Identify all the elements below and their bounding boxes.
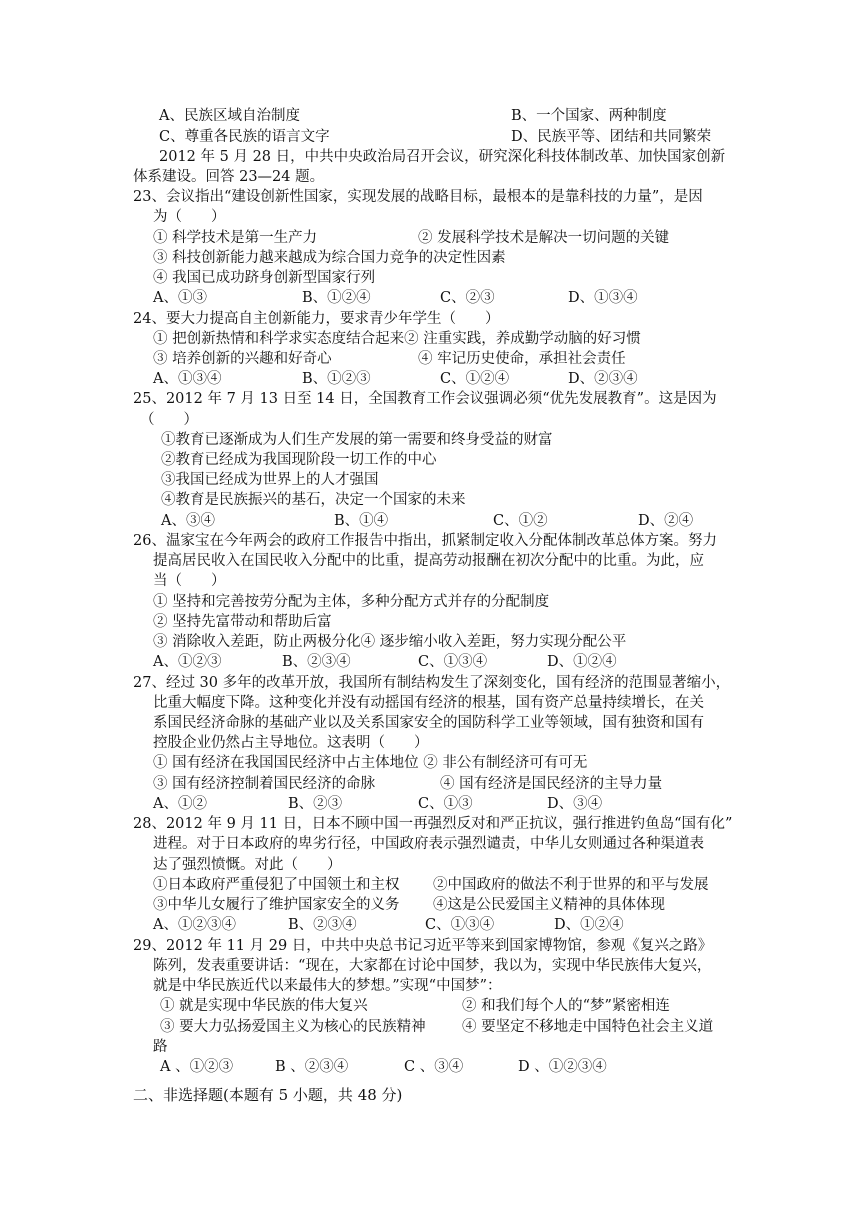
q26-stem-1: 26、温家宝在今年两会的政府工作报告中指出，抓紧制定收入分配体制改革总体方案。努力 <box>133 533 717 549</box>
q28-stem-1: 28、2012 年 9 月 11 日，日本不顾中国一再强烈反对和严正抗议，强行推进钓鱼岛“国有化” <box>133 816 733 832</box>
q29-option-c: C 、③④ <box>404 1059 464 1075</box>
q29-statement-3: ③ 要大力弘扬爱国主义为核心的民族精神 <box>160 1019 426 1035</box>
q23-option-a: A、①③ <box>153 290 207 306</box>
q29-option-a: A 、①②③ <box>160 1059 234 1075</box>
q26-option-a: A、①②③ <box>153 654 222 670</box>
q23-statement-4: ④ 我国已成功跻身创新型国家行列 <box>153 270 376 286</box>
q29-stem-3: 就是中华民族近代以来最伟大的梦想。”实现“中国梦”： <box>153 978 502 994</box>
q24-statement-3: ③ 培养创新的兴趣和好奇心 <box>153 351 332 367</box>
q28-statement-2: ②中国政府的做法不利于世界的和平与发展 <box>433 877 709 893</box>
q29-statement-4-cont: 路 <box>153 1039 168 1055</box>
q28-option-a: A、①②③④ <box>153 917 236 933</box>
q28-option-d: D、①②④ <box>554 917 624 933</box>
q24-option-b: B、①②③ <box>302 371 371 387</box>
q26-statement-3: ③ 消除收入差距，防止两极分化④ 逐步缩小收入差距，努力实现分配公平 <box>153 634 627 650</box>
q23-stem-1: 23、会议指出“建设创新性国家，实现发展的战略目标，最根本的是靠科技的力量”，是因 <box>133 189 703 205</box>
q26-stem-3: 当（ ） <box>153 573 226 589</box>
q27-option-d: D、③④ <box>547 796 603 812</box>
q26-option-b: B、②③④ <box>282 654 351 670</box>
q27-stem-4: 控股企业仍然占主导地位。这表明（ ） <box>153 735 429 751</box>
q23-statement-1: ① 科学技术是第一生产力 <box>153 230 318 246</box>
q28-stem-2: 进程。对于日本政府的卑劣行径，中国政府表示强烈谴责，中华儿女则通过各种渠道表 <box>153 836 704 852</box>
q25-statement-1: ①教育已逐渐成为人们生产发展的第一需要和终身受益的财富 <box>161 432 553 448</box>
q26-stem-2: 提高居民收入在国民收入分配中的比重，提高劳动报酬在初次分配中的比重。为此，应 <box>153 553 704 569</box>
q25-option-a: A、③④ <box>161 513 215 529</box>
q25-option-d: D、②④ <box>638 513 694 529</box>
q25-stem-2: （ ） <box>140 412 198 428</box>
q25-stem-1: 25、2012 年 7 月 13 日至 14 日，全国教育工作会议强调必须“优先发展教育”。这是因为 <box>133 391 717 407</box>
q22-option-c: C、尊重各民族的语言文字 <box>159 129 330 145</box>
q27-option-a: A、①② <box>153 796 207 812</box>
q23-option-d: D、①③④ <box>568 290 638 306</box>
q28-stem-3: 达了强烈愤慨。对此（ ） <box>153 857 342 873</box>
section-2-heading: 二、非选择题(本题有 5 小题，共 48 分) <box>133 1086 403 1104</box>
q26-option-d: D、①②④ <box>547 654 617 670</box>
q27-stem-1: 27、经过 30 多年的改革开放，我国所有制结构发生了深刻变化，国有经济的范围显著缩小， <box>133 675 731 691</box>
q25-option-b: B、①④ <box>334 513 389 529</box>
q26-statement-1: ① 坚持和完善按劳分配为主体，多种分配方式并存的分配制度 <box>153 594 550 610</box>
q29-option-d: D 、①②③④ <box>518 1059 607 1075</box>
q28-statement-3: ③中华儿女履行了维护国家安全的义务 <box>153 897 400 913</box>
q28-statement-4: ④这是公民爱国主义精神的具体体现 <box>433 897 665 913</box>
q27-statement-4: ④ 国有经济是国民经济的主导力量 <box>440 776 663 792</box>
q29-statement-4: ④ 要坚定不移地走中国特色社会主义道 <box>462 1019 714 1035</box>
q29-stem-2: 陈列，发表重要讲话：“现在，大家都在讨论中国梦，我以为，实现中华民族伟大复兴， <box>153 958 712 974</box>
q23-stem-2: 为（ ） <box>153 209 226 225</box>
q23-option-c: C、②③ <box>440 290 495 306</box>
q24-statement-1: ① 把创新热情和科学求实态度结合起来② 注重实践，养成勤学动脑的好习惯 <box>153 331 641 347</box>
q24-statement-4: ④ 牢记历史使命，承担社会责任 <box>418 351 626 367</box>
q28-option-c: C、①③④ <box>425 917 495 933</box>
q28-option-b: B、②③④ <box>288 917 357 933</box>
q23-option-b: B、①②④ <box>302 290 371 306</box>
q27-statement-1: ① 国有经济在我国国民经济中占主体地位 ② 非公有制经济可有可无 <box>153 755 588 771</box>
q25-option-c: C、①② <box>493 513 548 529</box>
q26-statement-2: ② 坚持先富带动和帮助后富 <box>153 614 332 630</box>
q27-stem-3: 系国民经济命脉的基础产业以及关系国家安全的国防科学工业等领域，国有独资和国有 <box>153 715 704 731</box>
q29-statement-2: ② 和我们每个人的“梦”紧密相连 <box>462 998 670 1014</box>
q24-option-c: C、①②④ <box>440 371 510 387</box>
q28-statement-1: ①日本政府严重侵犯了中国领土和主权 <box>153 877 400 893</box>
q24-option-a: A、①③④ <box>153 371 222 387</box>
q29-stem-1: 29、2012 年 11 月 29 日，中共中央总书记习近平等来到国家博物馆，参观《复兴之路》 <box>133 938 713 954</box>
q29-statement-1: ① 就是实现中华民族的伟大复兴 <box>160 998 368 1014</box>
intro-line-2: 体系建设。回答 23—24 题。 <box>133 169 325 185</box>
q22-option-d: D、民族平等、团结和共同繁荣 <box>511 129 712 145</box>
q23-statement-2: ② 发展科学技术是解决一切问题的关键 <box>418 230 670 246</box>
q24-stem-1: 24、要大力提高自主创新能力，要求青少年学生（ ） <box>133 311 500 327</box>
q27-option-b: B、②③ <box>288 796 343 812</box>
q22-option-b: B、一个国家、两种制度 <box>511 108 667 124</box>
q24-option-d: D、②③④ <box>568 371 638 387</box>
q22-option-a: A、民族区域自治制度 <box>159 108 300 124</box>
q27-option-c: C、①③ <box>418 796 473 812</box>
q23-statement-3: ③ 科技创新能力越来越成为综合国力竞争的决定性因素 <box>153 250 506 266</box>
q25-statement-3: ③我国已经成为世界上的人才强国 <box>161 472 379 488</box>
q27-stem-2: 比重大幅度下降。这种变化并没有动摇国有经济的根基，国有资产总量持续增长，在关 <box>153 695 704 711</box>
q26-option-c: C、①③④ <box>418 654 488 670</box>
q27-statement-3: ③ 国有经济控制着国民经济的命脉 <box>153 776 376 792</box>
intro-line-1: 2012 年 5 月 28 日，中共中央政治局召开会议，研究深化科技体制改革、加快国家创新 <box>159 149 726 165</box>
q25-statement-2: ②教育已经成为我国现阶段一切工作的中心 <box>161 452 437 468</box>
q25-statement-4: ④教育是民族振兴的基石，决定一个国家的未来 <box>161 492 466 508</box>
q29-option-b: B 、②③④ <box>275 1059 349 1075</box>
